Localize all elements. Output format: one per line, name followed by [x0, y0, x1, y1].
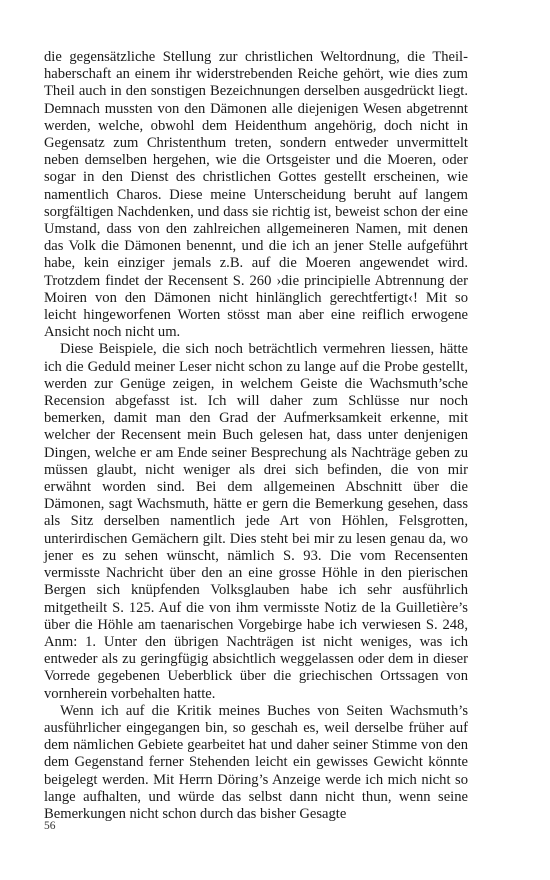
- page-number: 56: [44, 820, 56, 832]
- paragraph: Wenn ich auf die Kritik meines Buches von Seiten Wachsmuth’s ausführlicher eingegangen bin, so geschah es, weil derselbe früher auf dem nämlichen Gebiete gearbeitet hat und daher seiner Stimme von den dem Gegenstand ferner Stehenden leicht ein gewisses Gewicht könnte beigelegt werden. Mit Herrn Döring’s Anzeige werde ich mich nicht so lange aufhalten, und würde das selbst dann nicht thun, wenn seine Bemerkungen nicht schon durch das bisher Gesagte: [44, 702, 468, 822]
- paragraph: die gegensätzliche Stellung zur christlichen Weltordnung, die Theilhaberschaft an einem ihr widerstrebenden Reiche gehört, wie dies zum Theil auch in den sonstigen Bezeichnungen derselben ausgedrückt liegt. Demnach mussten von den Dämonen alle diejenigen Wesen abgetrennt werden, welche, obwohl dem Heidenthum angehörig, doch nicht in Gegensatz zum Christenthum treten, sondern entweder unvermittelt neben demselben hergehen, wie die Ortsgeister und die Moeren, oder sogar in den Dienst des christlichen Gottes gestellt erscheinen, wie namentlich Charos. Diese meine Unterscheidung beruht auf langem sorgfältigen Nachdenken, und dass sie richtig ist, beweist schon der eine Umstand, dass von den zahlreichen allgemeineren Namen, mit denen das Volk die Dämonen benennt, und die ich an jener Stelle aufgeführt habe, kein einziger jemals z.B. auf die Moeren angewendet wird. Trotzdem findet der Recensent S. 260 ›die principielle Abtrennung der Moiren von den Dämonen nicht hinlänglich gerechtfertigt‹! Mit so leicht hingeworfenen Worten stösst man aber eine reiflich erwogene Ansicht noch nicht um.: [44, 49, 468, 341]
- paragraph: Diese Beispiele, die sich noch beträchtlich vermehren liessen, hätte ich die Geduld meiner Leser nicht schon zu lange auf die Probe gestellt, werden zur Genüge zeigen, in welchem Geiste die Wachsmuth’sche Recension abgefasst ist. Ich will daher zum Schlüsse nur noch bemerken, damit man den Grad der Aufmerksamkeit erkenne, mit welcher der Recensent mein Buch gelesen hat, dass unter denjenigen Dingen, welche er am Ende seiner Besprechung als Nachträge geben zu müssen glaubt, nicht weniger als drei sich befinden, die von mir erwähnt worden sind. Bei dem allgemeinen Abschnitt über die Dämonen, sagt Wachsmuth, hätte er gern die Bemerkung gesehen, dass als Sitz derselben namentlich jede Art von Höhlen, Felsgrotten, unterirdischen Gemächern gilt. Dies steht bei mir zu lesen genau da, wo jener es zu sehen wünscht, nämlich S. 93. Die vom Recensenten vermisste Nachricht über den an eine grosse Höhle in den pierischen Bergen sich knüpfenden Volksglauben habe ich sehr ausführlich mitgetheilt S. 125. Auf die von ihm vermisste Notiz de la Guilletière’s über die Höhle am taenarischen Vorgebirge habe ich verwiesen S. 248, Anm: 1. Unter den übrigen Nachträgen ist nicht weniges, was ich entweder als zu geringfügig absichtlich weggelassen oder dem in dieser Vorrede gegebenen Ueberblick über die griechischen Ortssagen von vornherein vorbehalten hatte.: [44, 341, 468, 702]
- page-body: [44, 49, 468, 823]
